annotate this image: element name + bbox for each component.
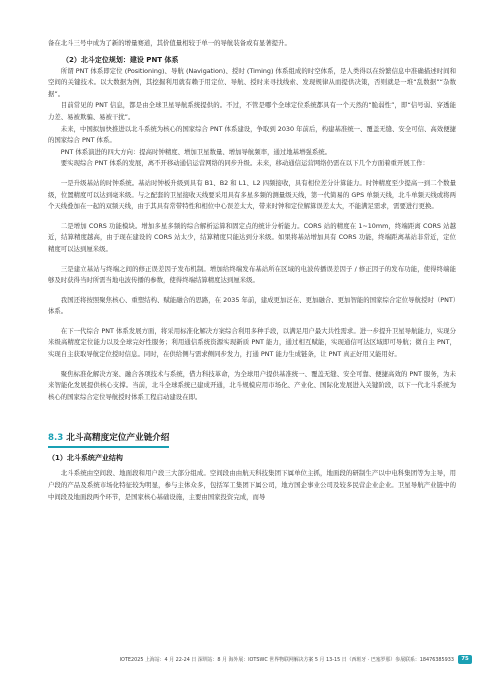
page-number: 75 — [458, 655, 472, 664]
paragraph-next-gen-pnt: 在下一代综合 PNT 体系发展方面，将采用标准化解决方案综合利用多种手段，以满足用户最大共性需求。进一步提升卫星导航能力，实现分米级高精度定位能力以及全球完好性服务；利用通信系统资源实现新质 PNT 能力，通过相互赋能，实现通信可达区域即可导航；微自主 PNT，实现自主获取导航定位授时信息。同时，在供给侧与需求侧同步发力，打通 PNT 能力生成链条，让 PNT 真正好用又能用好。 — [48, 326, 456, 359]
page-footer — [48, 652, 472, 666]
paragraph-gnss-weakness: 目前常见的 PNT 信息，都是由全球卫星导航系统提供的。不过，不管是哪个全球定位系统都具有一个天然的“脆弱性”，即“信号弱、穿透能力差、易被欺骗、易被干扰”。 — [48, 101, 456, 121]
intro-line: 备在北斗三号中成为了新的增量赛道，其价值量相较于单一的导航装备或有显著提升。 — [48, 39, 291, 47]
paragraph-2030-plan: 未来，中国拟加快推进以北斗系统为核心的国家综合 PNT 体系建设，争取到 2030 年前后，构建基准统一、覆盖无缝、安全可信、高效便捷的国家综合 PNT 体系。 — [48, 124, 456, 145]
paragraph-standardization: 聚焦标准化解决方案、融合各项技术与系统，借力科技革命，为全球用户提供基准统一、覆盖无缝、安全可靠、便捷高效的 PNT 服务，为未来智能化发展提供核心支撑。当前，北斗全球系统已建成开通，北斗规模应用市场化、产业化、国际化发展进入关键阶段，以下一代北斗系统为核心的国家综合定位导航授时体系工程启动建设在即。 — [48, 369, 456, 401]
paragraph-operator-network: 要实现综合 PNT 体系的发展，离不开移动通信运营网络的同步升级。未来，移动通信运营网络仍需在以下几个方面着重开展工作： — [60, 159, 429, 168]
paragraph-four-directions: PNT 体系演进的四大方向：提高时钟精度、增加卫星数量、增加导航频率，通过地基增强系统。 — [60, 147, 331, 156]
section-number: 8.3 — [48, 433, 64, 444]
paragraph-industry-structure: 北斗系统由空间段、地面段和用户段三大部分组成。空间段由由航天科技集团下属单位主抓，地面段的研制生产以中电科集团等为主导，用户段的产品及系统市场化特征较为明显，参与主体众多，包括军工集团下属公司，地方国企事业公司及较多民营企业企业。卫星导航产业链中的中间段及地面段两个环节，是国家核心基础设施，主要由国家投资完成，而导 — [48, 469, 456, 501]
direction-clock-system: 一是升级基站的时钟系统。基站时钟板升级到具有 B1、B2 和 L1、L2 四频接收，具有相位差分计算能力。时钟精度至少提高一到二个数量级，位置精度可以达到毫米级。与之配套的卫星接收天线要采用具有多星多频的测量级天线，第一代简易的 GPS 单频天线，北斗单频天线或将两个天线叠加在一起的双频天线，由于其具有常带特性和相位中心误差太大，带来时钟和定位解算误差太大，不能满足需求，需要进行更换。 — [48, 178, 456, 211]
paragraph-2035-goal: 我国还将按照聚焦核心、重塑结构、赋能融合的思路，在 2035 年前，建成更加泛在、更加融合、更加智能的国家综合定位导航授时（PNT）体系。 — [48, 295, 456, 316]
direction-error-factor: 三是建立基站与终端之间的修正误差因子发布机制。增加给终端发布基站所在区域的电波传播误差因子 / 修正因子的发布功能，使得终端能够及时获得当时所需当地电波传播的参数，使得终端结算精度达到厘米级。 — [48, 264, 456, 285]
section-title-text: 北斗高精度定位产业链介绍 — [66, 433, 170, 444]
paragraph-pnt-definition: 所谓 PNT 体系即定位 (Positioning)、导航 (Navigation)、授时 (Timing) 体系组成的时空体系，是人类得以在纷繁信息中准确描述时间和空间的关键技术。以大数据为例，其挖掘利用就有赖于用定位、导航、授时来寻找线索、发现规律从而提供决策，否则就是一堆“乱数据”“杂数据”。 — [48, 66, 456, 98]
subsection-heading-industry-structure: （1）北斗系统产业结构 — [48, 454, 123, 463]
section-title-8-3 — [48, 432, 169, 448]
document-body — [48, 38, 456, 503]
direction-cors-module: 二是增加 CORS 功能模块。增加多星多频的综合解析运算和固定点的统计分析能力。CORS 站的精度在 1~10mm，终端距离 CORS 站越近，结算精度越高，由于现在建设的 CORS 站太少，结算精度只能达到分米级。如果将基站增加具有 CORS 功能，终端距离基站非常近，定位精度可以达到厘米级。 — [48, 221, 456, 253]
subsection-heading-pnt: （2）北斗定位规划：建设 PNT 体系 — [62, 55, 179, 64]
footer-event-info: IOTE2025 上海站：4 月 22-24 日 深圳站：8 月 海外展：IOTSWC 世界物联网解决方案 5 月 13-15 日（西班牙 · 巴塞罗那）参展联系：18476385933 — [119, 656, 454, 663]
